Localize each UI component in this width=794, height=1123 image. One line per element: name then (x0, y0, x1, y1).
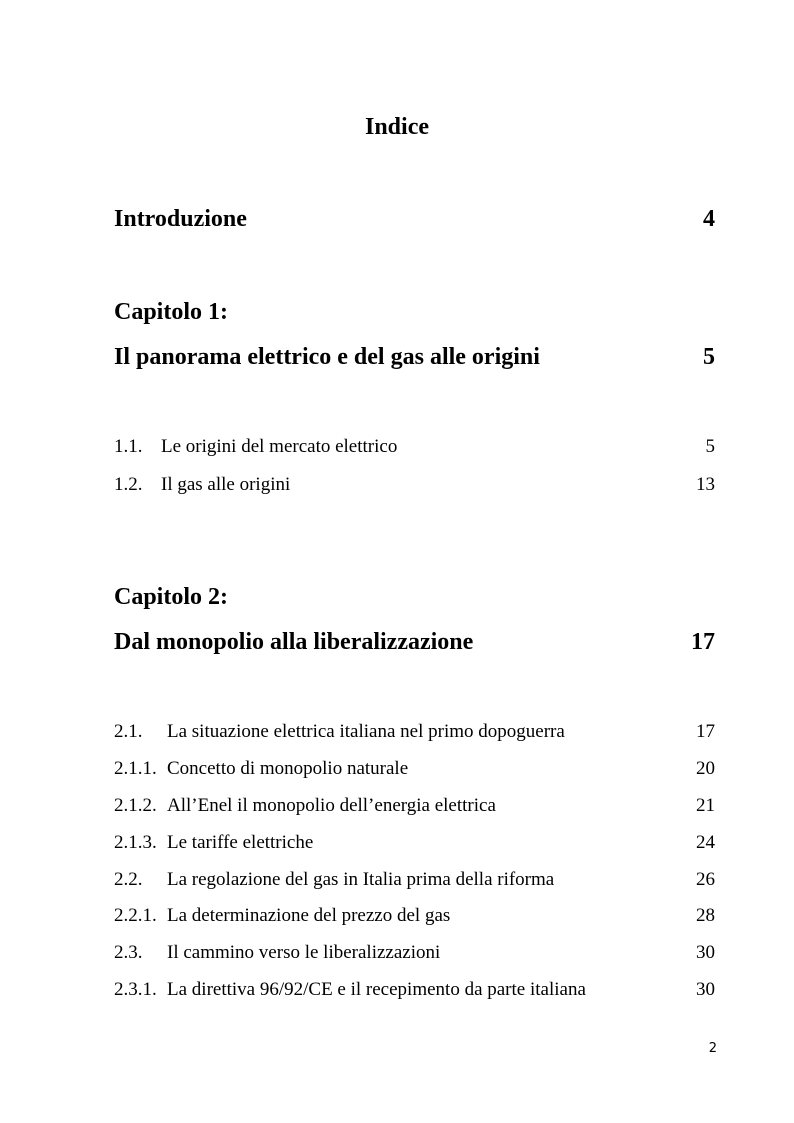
chapter2-page: 17 (691, 629, 715, 655)
page-number: 2 (708, 1041, 717, 1056)
toc-entry-page: 24 (696, 832, 715, 853)
intro-page: 4 (703, 206, 715, 232)
page-title: Indice (364, 114, 429, 140)
chapter1-page: 5 (703, 344, 715, 370)
toc-entry (114, 905, 715, 927)
chapter2-heading-line (114, 584, 715, 611)
intro-label: Introduzione (114, 206, 247, 232)
toc-entry-number: 1.1. (114, 436, 143, 457)
chapter1-title-line (114, 344, 715, 371)
toc-entry (114, 721, 715, 743)
toc-entry-text: All’Enel il monopolio dell’energia elettrica (167, 795, 496, 816)
toc-entry-page: 5 (705, 436, 715, 457)
toc-entry-number: 2.3. (114, 942, 143, 963)
toc-entry-number: 2.2.1. (114, 905, 157, 926)
toc-entry (114, 832, 715, 854)
toc-entry (114, 436, 715, 458)
toc-entry (114, 758, 715, 780)
chapter2-title-line (114, 629, 715, 656)
toc-entry-number: 2.2. (114, 869, 143, 890)
toc-entry-text: La determinazione del prezzo del gas (167, 905, 451, 926)
toc-intro (114, 206, 715, 233)
toc-entry-page: 30 (696, 979, 715, 1000)
toc-entry-page: 30 (696, 942, 715, 963)
toc-entry-text: Il gas alle origini (161, 474, 291, 495)
chapter2-heading: Capitolo 2: (114, 584, 228, 610)
toc-entry (114, 979, 715, 1001)
chapter1-title: Il panorama elettrico e del gas alle origini (114, 344, 540, 370)
chapter1-heading-line (114, 299, 715, 326)
toc-entry-text: La direttiva 96/92/CE e il recepimento da parte italiana (167, 979, 586, 1000)
toc-entry (114, 795, 715, 817)
toc-entry-text: Le origini del mercato elettrico (161, 436, 398, 457)
toc-entry-number: 2.1. (114, 721, 143, 742)
toc-entry-page: 26 (696, 869, 715, 890)
toc-entry (114, 942, 715, 964)
toc-entry-number: 2.1.1. (114, 758, 157, 779)
toc-entry (114, 474, 715, 496)
chapter2-title: Dal monopolio alla liberalizzazione (114, 629, 474, 655)
toc-entry-page: 17 (696, 721, 715, 742)
toc-entry-page: 21 (696, 795, 715, 816)
toc-entry-number: 2.3.1. (114, 979, 157, 1000)
toc-entry-page: 20 (696, 758, 715, 779)
toc-entry (114, 869, 715, 891)
toc-entry-page: 28 (696, 905, 715, 926)
toc-entry-number: 1.2. (114, 474, 143, 495)
toc-entry-number: 2.1.2. (114, 795, 157, 816)
toc-entry-text: Il cammino verso le liberalizzazioni (167, 942, 441, 963)
toc-entry-number: 2.1.3. (114, 832, 157, 853)
toc-entry-page: 13 (696, 474, 715, 495)
toc-entry-text: Concetto di monopolio naturale (167, 758, 409, 779)
toc-entry-text: La regolazione del gas in Italia prima della riforma (167, 869, 555, 890)
chapter1-heading: Capitolo 1: (114, 299, 228, 325)
toc-entry-text: La situazione elettrica italiana nel primo dopoguerra (167, 721, 565, 742)
toc-entry-text: Le tariffe elettriche (167, 832, 314, 853)
